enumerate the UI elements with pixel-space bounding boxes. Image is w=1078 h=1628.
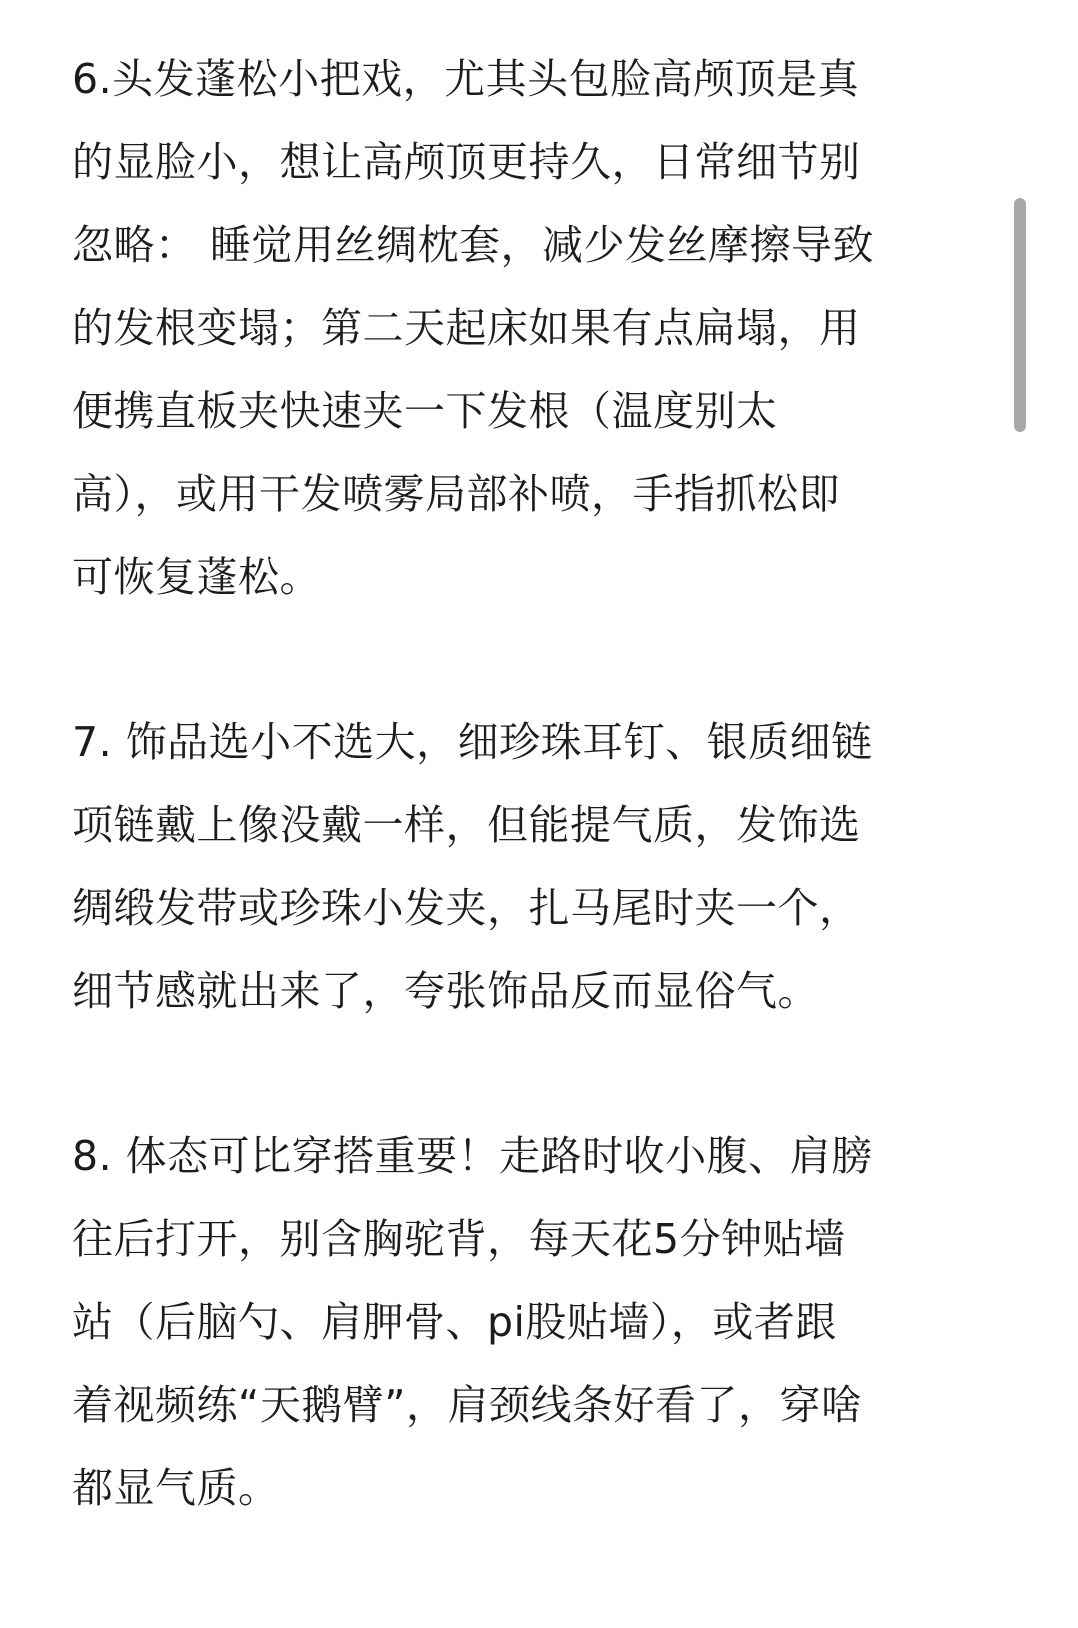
paragraph-spacer xyxy=(72,1033,972,1115)
paragraph-line: 绸缎发带或珍珠小发夹，扎马尾时夹一个， xyxy=(72,884,861,932)
paragraph-line: 8. 体态可比穿搭重要！走路时收小腹、肩膀 xyxy=(72,1132,873,1180)
paragraph-line: 都显气质。 xyxy=(72,1464,280,1512)
paragraph-line: 的发根变塌；第二天起床如果有点扁塌，用 xyxy=(72,304,861,352)
tip-paragraph-6 xyxy=(72,38,972,619)
paragraph-line: 往后打开，别含胸驼背，每天花5分钟贴墙 xyxy=(72,1215,846,1263)
tip-paragraph-8 xyxy=(72,1115,972,1530)
paragraph-line: 忽略： 睡觉用丝绸枕套，减少发丝摩擦导致 xyxy=(72,221,875,269)
paragraph-line: 便携直板夹快速夹一下发根（温度别太 xyxy=(72,387,778,435)
scrollbar-thumb[interactable] xyxy=(1014,198,1026,432)
paragraph-line: 的显脸小，想让高颅顶更持久，日常细节别 xyxy=(72,138,861,186)
paragraph-spacer xyxy=(72,619,972,701)
paragraph-line: 7. 饰品选小不选大，细珍珠耳钉、银质细链 xyxy=(72,718,873,766)
paragraph-line: 着视频练“天鹅臂”，肩颈线条好看了，穿啥 xyxy=(72,1381,863,1429)
paragraph-line: 站（后脑勺、肩胛骨、pi股贴墙），或者跟 xyxy=(72,1298,837,1346)
tip-paragraph-7 xyxy=(72,701,972,1033)
paragraph-line: 可恢复蓬松。 xyxy=(72,553,321,601)
paragraph-line: 高），或用干发喷雾局部补喷，手指抓松即 xyxy=(72,470,840,518)
article-body xyxy=(72,38,972,1530)
paragraph-line: 6.头发蓬松小把戏，尤其头包脸高颅顶是真 xyxy=(72,55,860,103)
paragraph-line: 项链戴上像没戴一样，但能提气质，发饰选 xyxy=(72,801,861,849)
paragraph-line: 细节感就出来了，夸张饰品反而显俗气。 xyxy=(72,967,819,1015)
